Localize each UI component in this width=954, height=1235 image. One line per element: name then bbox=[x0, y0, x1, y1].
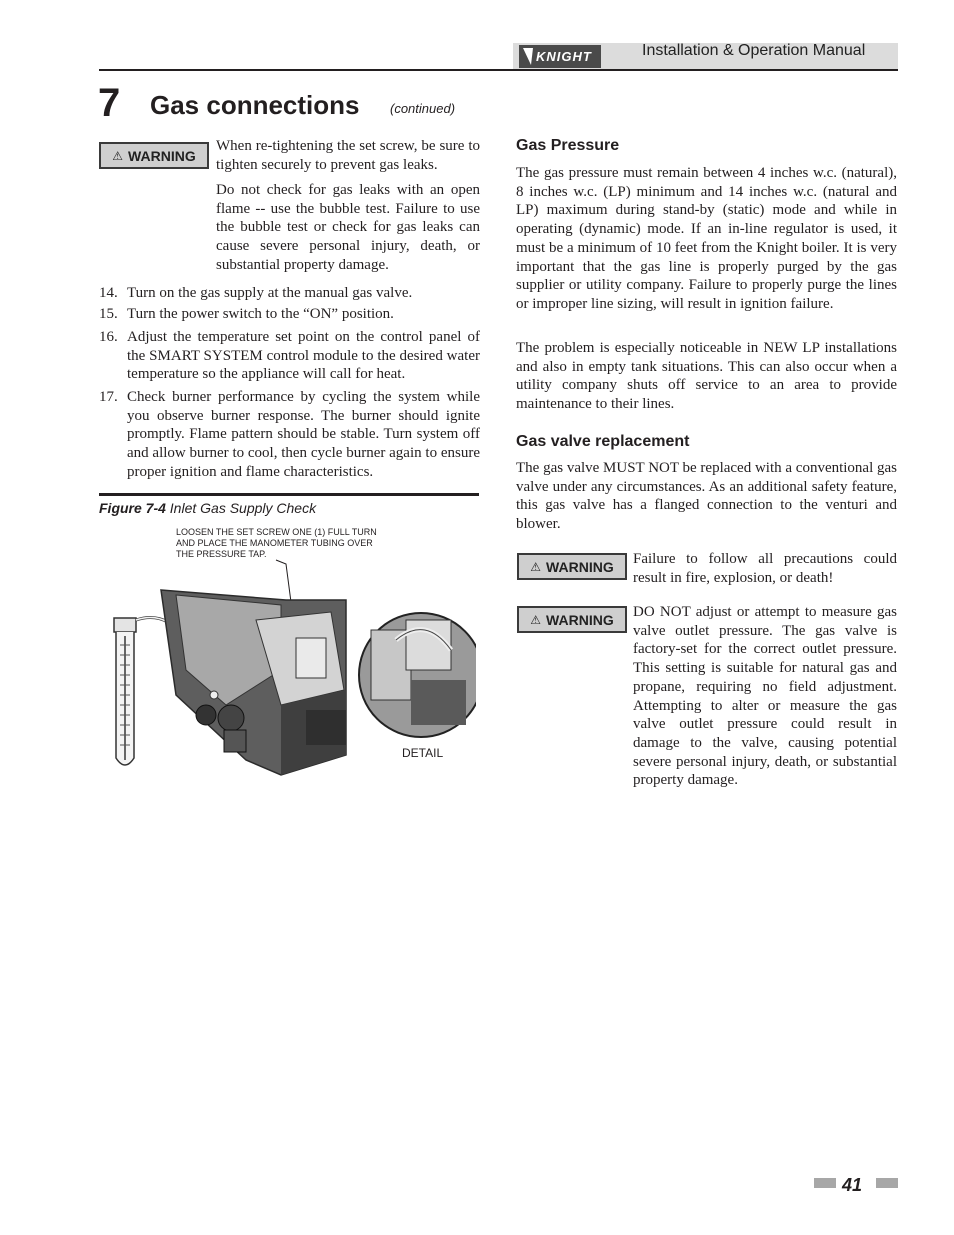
step-number: 17. bbox=[99, 389, 118, 405]
gas-valve-heading: Gas valve replacement bbox=[516, 433, 690, 450]
inlet-gas-figure bbox=[106, 520, 476, 780]
warning-text-2: Do not check for gas leaks with an open flame -- use the bubble test. Failure to use the bubble test or check for gas leaks can cause severe personal injury, death, or substantial property damage. bbox=[216, 182, 480, 273]
step-text: Turn on the gas supply at the manual gas valve. bbox=[127, 285, 413, 301]
step-text: Turn the power switch to the “ON” position. bbox=[127, 306, 394, 322]
figure-label: Figure 7-4 bbox=[99, 500, 166, 516]
step-text: Adjust the temperature set point on the control panel of the SMART SYSTEM control module to the desired water temperature so the appliance will call for heat. bbox=[127, 329, 480, 383]
manometer-cap bbox=[114, 618, 136, 632]
gas-pressure-text-2: The problem is especially noticeable in NEW LP installations and also in empty tank situations. This can also occur when a utility company shuts off service to an area to provide maintenance to their lines. bbox=[516, 340, 897, 413]
detail-label: DETAIL bbox=[402, 746, 444, 760]
callout-line-3: THE PRESSURE TAP. bbox=[176, 549, 267, 559]
footer-bar-left bbox=[814, 1178, 836, 1188]
warning-label: WARNING bbox=[128, 147, 196, 164]
warning-triangle-icon: ⚠ bbox=[112, 148, 124, 163]
chapter-number: 7 bbox=[98, 81, 121, 125]
warning-badge bbox=[517, 606, 627, 633]
warning-label: WARNING bbox=[546, 611, 614, 628]
callout-line-2: AND PLACE THE MANOMETER TUBING OVER bbox=[176, 538, 373, 548]
callout-line-1: LOOSEN THE SET SCREW ONE (1) FULL TURN bbox=[176, 527, 377, 537]
chapter-continued: (continued) bbox=[390, 101, 456, 116]
footer-bar-right bbox=[876, 1178, 898, 1188]
figure-title: Inlet Gas Supply Check bbox=[169, 500, 317, 516]
chapter-title: Gas connections bbox=[150, 90, 360, 120]
step-number: 16. bbox=[99, 329, 118, 345]
logo-text: KNIGHT bbox=[536, 49, 592, 64]
brand-logo bbox=[519, 45, 601, 68]
gas-pressure-heading: Gas Pressure bbox=[516, 137, 620, 154]
step-number: 15. bbox=[99, 306, 118, 322]
warning-text-1: When re-tightening the set screw, be sure to tighten securely to prevent gas leaks. bbox=[216, 138, 480, 173]
page-number: 41 bbox=[842, 1175, 863, 1195]
figure-rule bbox=[99, 493, 479, 496]
warning-badge bbox=[517, 553, 627, 580]
warning-text-4: DO NOT adjust or attempt to measure gas valve outlet pressure. The gas valve is factory-set for the correct outlet pressure. This setting is suitable for natural gas and propane, requiring no field adjustment. Attempting to alter or measure the gas valve outlet pressure could result in damage to the valve, causing potential severe personal injury, death, or substantial property damage. bbox=[633, 604, 897, 789]
warning-text-3: Failure to follow all precautions could result in fire, explosion, or death! bbox=[633, 551, 897, 586]
warning-badge bbox=[99, 142, 209, 169]
step-text: Check burner performance by cycling the system while you observe burner response. The burner should ignite promptly. Flame pattern should be stable. Turn system off and allow burner to cool, then cycle burner again to ensure proper ignition and flame characteristics. bbox=[127, 389, 480, 480]
header-rule bbox=[99, 69, 898, 71]
step-number: 14. bbox=[99, 285, 118, 301]
warning-triangle-icon: ⚠ bbox=[530, 559, 542, 574]
warning-triangle-icon: ⚠ bbox=[530, 612, 542, 627]
gas-pressure-text-1: The gas pressure must remain between 4 inches w.c. (natural), 8 inches w.c. (LP) minimum and 14 inches w.c. (natural and LP) maximum during stand-by (static) mode and while in operating (dynamic) mode. If an in-line regulator is used, it must be a minimum of 10 feet from the Knight boiler. It is very important that the gas line is properly purged by the gas supplier or utility company. Failure to properly purge the lines or improper line sizing, will result in ignition failure. bbox=[516, 165, 897, 312]
gas-valve-text: The gas valve MUST NOT be replaced with a conventional gas valve under any circumstances. As an additional safety feature, this gas valve has a flanged connection to the venturi and blower. bbox=[516, 460, 898, 533]
warning-label: WARNING bbox=[546, 558, 614, 575]
figure-caption bbox=[99, 500, 316, 516]
manual-title: Installation & Operation Manual bbox=[642, 42, 866, 59]
